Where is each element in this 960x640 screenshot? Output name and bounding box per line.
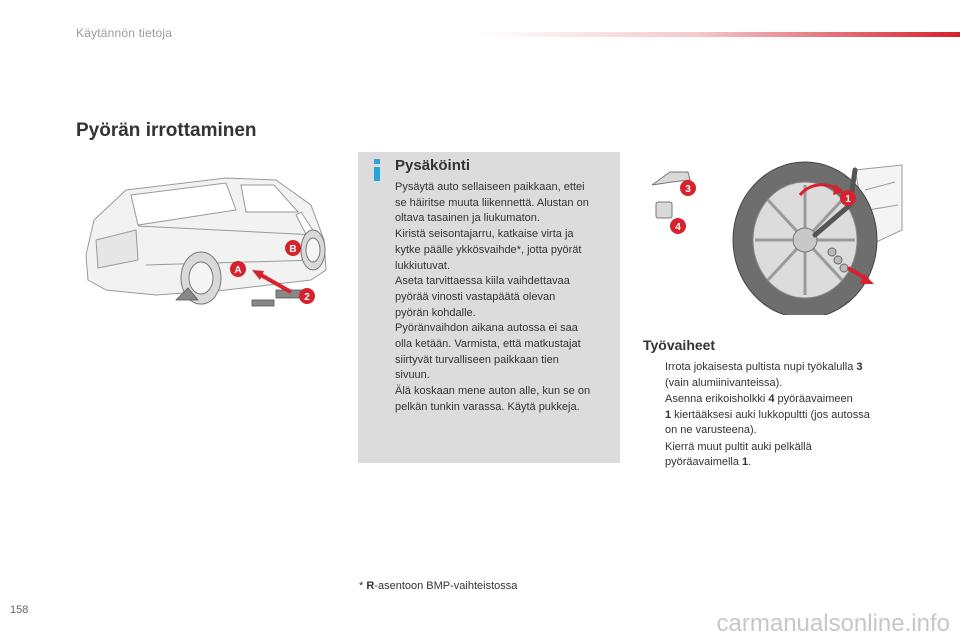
step-item	[643, 440, 913, 471]
step-item	[643, 392, 913, 439]
info-line: kytke päälle ykkösvaihde*, jotta pyörät	[395, 243, 582, 256]
steps-list	[643, 360, 913, 472]
info-line: Aseta tarvittaessa kiila vaihdettavaa	[395, 275, 570, 288]
step-text: Asenna erikoisholkki	[665, 393, 769, 405]
step-text: 1	[742, 456, 749, 468]
info-box-body	[395, 180, 617, 416]
info-line: se häiritse muuta liikennettä. Alustan on	[395, 196, 589, 209]
info-line: Älä koskaan mene auton alle, kun se on	[395, 385, 591, 398]
step-text: pyöräavaimella	[665, 456, 743, 468]
step-text: 3	[856, 361, 863, 373]
step-text: 4	[768, 393, 775, 405]
info-line: pyörän kohdalle.	[395, 306, 476, 319]
wheel-label-3: 3	[685, 184, 691, 195]
steps-title: Työvaiheet	[643, 337, 716, 353]
info-line: pyörää vinosti vastapäätä olevan	[395, 290, 556, 303]
step-text: .	[748, 456, 752, 468]
info-line: Kiristä seisontajarru, katkaise virta ja	[395, 228, 574, 241]
step-item	[643, 360, 913, 391]
wheel-tools-illustration	[640, 150, 905, 315]
info-line: olla ketään. Varmista, että matkustajat	[395, 338, 581, 351]
info-line: lukkiutuvat.	[395, 259, 451, 272]
car-jack-illustration	[76, 150, 346, 325]
info-line: Pyöränvaihdon aikana autossa ei saa	[395, 322, 578, 335]
step-text: Kierrä muut pultit auki pelkällä	[665, 440, 812, 453]
header-title: Käytännön tietoja	[76, 26, 173, 40]
info-line: Pysäytä auto sellaiseen paikkaan, ettei	[395, 181, 585, 193]
step-text: (vain alumiinivanteissa).	[665, 376, 783, 389]
step-text: pyöräavaimeen	[774, 393, 853, 405]
footnote-star: *	[359, 580, 367, 592]
watermark: carmanualsonline.info	[716, 610, 950, 637]
car-label-b: B	[289, 244, 297, 255]
page-number: 158	[10, 604, 29, 616]
step-text: Irrota jokaisesta pultista nupi työkalulla	[665, 361, 857, 373]
info-line: pelkän tunkin varassa. Käytä pukkeja.	[395, 400, 580, 413]
info-icon	[370, 158, 384, 182]
footnote-code: R	[366, 580, 375, 592]
footnote-text: -asentoon BMP-vaihteistossa	[374, 580, 518, 592]
wheel-label-1: 1	[845, 194, 851, 205]
footnote	[359, 580, 517, 592]
step-text: 1	[665, 408, 672, 421]
info-line: siirtyvät turvalliseen paikkaan tien	[395, 353, 559, 366]
wheel-label-4: 4	[675, 222, 681, 233]
info-line: oltava tasainen ja liukumaton.	[395, 212, 540, 225]
section-title: Pyörän irrottaminen	[76, 120, 257, 141]
car-label-a: A	[234, 265, 242, 276]
step-text: kiertääksesi auki lukkopultti (jos autossa	[671, 408, 870, 421]
step-text: on ne varusteena).	[665, 424, 757, 436]
car-label-2: 2	[304, 292, 310, 303]
info-box-title: Pysäköinti	[395, 157, 471, 174]
info-line: sivuun.	[395, 369, 430, 382]
header-accent-bar	[480, 32, 960, 37]
